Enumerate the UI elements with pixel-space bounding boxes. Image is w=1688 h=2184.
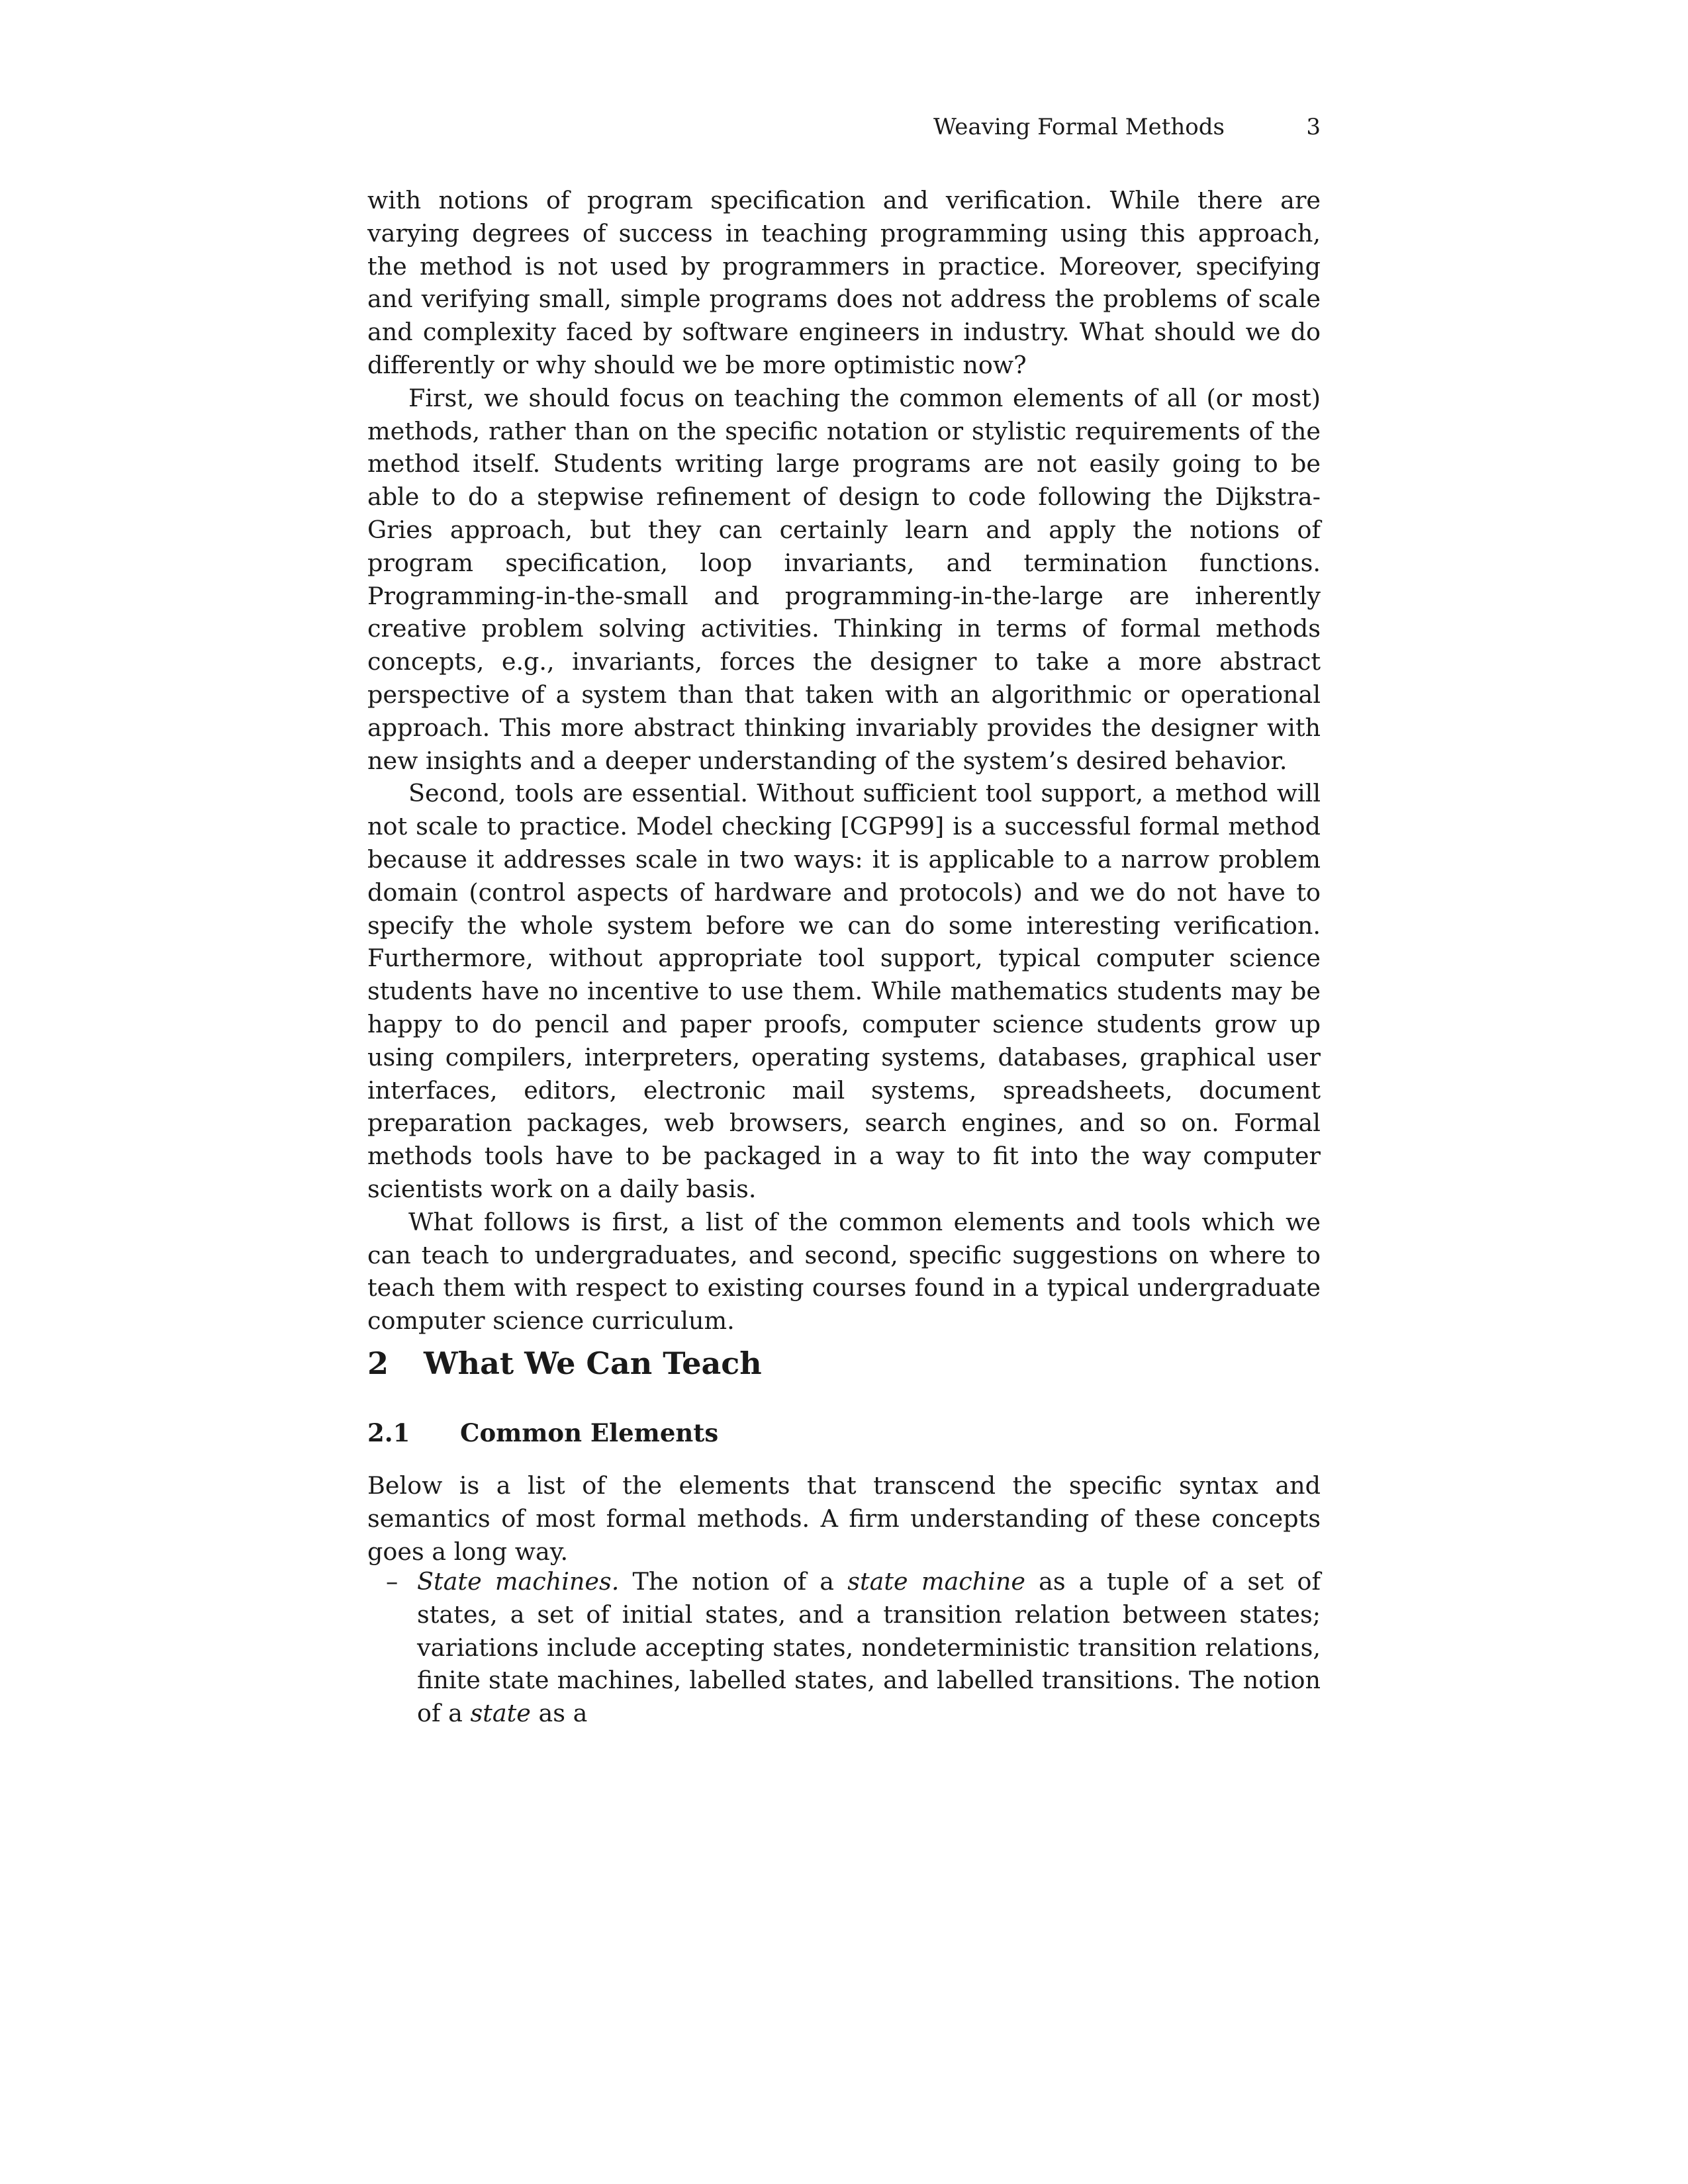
list-item-text-3: as a: [530, 1699, 588, 1728]
list-item-text-1: The notion of a: [619, 1567, 848, 1596]
paragraph-what-follows: What follows is first, a list of the common elements and tools which we can teach to undergraduates, and second, specific suggestions on where to teach them with respect to existing courses found in a typical undergraduate computer science curriculum.: [367, 1207, 1321, 1336]
list-item-emphasis-2: state: [470, 1699, 531, 1728]
running-title: Weaving Formal Methods: [933, 114, 1225, 140]
subsection-heading: [367, 1416, 1321, 1449]
subsection-title: Common Elements: [460, 1418, 719, 1447]
list-item-text-2: as a tuple of a set of states, a set of initial states, and a transition relation between states; variations include accepting states, nondeterministic transition relations, finite state machines, labelled states, and labelled transitions. The notion of a: [417, 1567, 1321, 1728]
page-number: 3: [1306, 114, 1321, 140]
elements-list: [367, 1565, 1321, 1730]
body-text: [367, 184, 1321, 1338]
section-number: 2: [367, 1345, 389, 1381]
paragraph-first-point: First, we should focus on teaching the common elements of all (or most) methods, rather than on the specific notation or stylistic requirements of the method itself. Students writing large programs are not easily going to be able to do a stepwise refinement of design to code following the Dijkstra-Gries approach, but they can certainly learn and apply the notions of program specification, loop invariants, and termination functions. Programming-in-the-small and programming-in-the-large are inherently creative problem solving activities. Thinking in terms of formal methods concepts, e.g., invariants, forces the designer to take a more abstract perspective of a system than that taken with an algorithmic or operational approach. This more abstract thinking invariably provides the designer with new insights and a deeper understanding of the system’s desired behavior.: [367, 383, 1321, 775]
list-item-state-machines: [367, 1565, 1321, 1730]
list-dash: –: [386, 1567, 399, 1596]
paragraph-continuation: with notions of program specification and verification. While there are varying degrees of success in teaching programming using this approach, the method is not used by programmers in practice. Moreover, specifying and verifying small, simple programs does not address the problems of scale and complexity faced by software engineers in industry. What should we do differently or why should we be more optimistic now?: [367, 186, 1321, 379]
subsection-number: 2.1: [367, 1418, 410, 1447]
intro-paragraph: Below is a list of the elements that transcend the specific syntax and semantics of most formal methods. A firm understanding of these concepts goes a long way.: [367, 1471, 1321, 1566]
intro-text: [367, 1469, 1321, 1568]
section-heading: [367, 1343, 1321, 1383]
paragraph-second-point: Second, tools are essential. Without sufficient tool support, a method will not scale to practice. Model checking [CGP99] is a successful formal method because it addresses scale in two ways: it is applicable to a narrow problem domain (control aspects of hardware and protocols) and we do not have to specify the whole system before we can do some interesting verification. Furthermore, without appropriate tool support, typical computer science students have no incentive to use them. While mathematics students may be happy to do pencil and paper proofs, computer science students grow up using compilers, interpreters, operating systems, databases, graphical user interfaces, editors, electronic mail systems, spreadsheets, document preparation packages, web browsers, search engines, and so on. Formal methods tools have to be packaged in a way to fit into the way computer scientists work on a daily basis.: [367, 779, 1321, 1203]
running-head: [367, 114, 1321, 147]
list-item-emphasis-1: state machine: [847, 1567, 1025, 1596]
section-title: What We Can Teach: [424, 1345, 762, 1381]
list-item-term: State machines.: [417, 1567, 620, 1596]
